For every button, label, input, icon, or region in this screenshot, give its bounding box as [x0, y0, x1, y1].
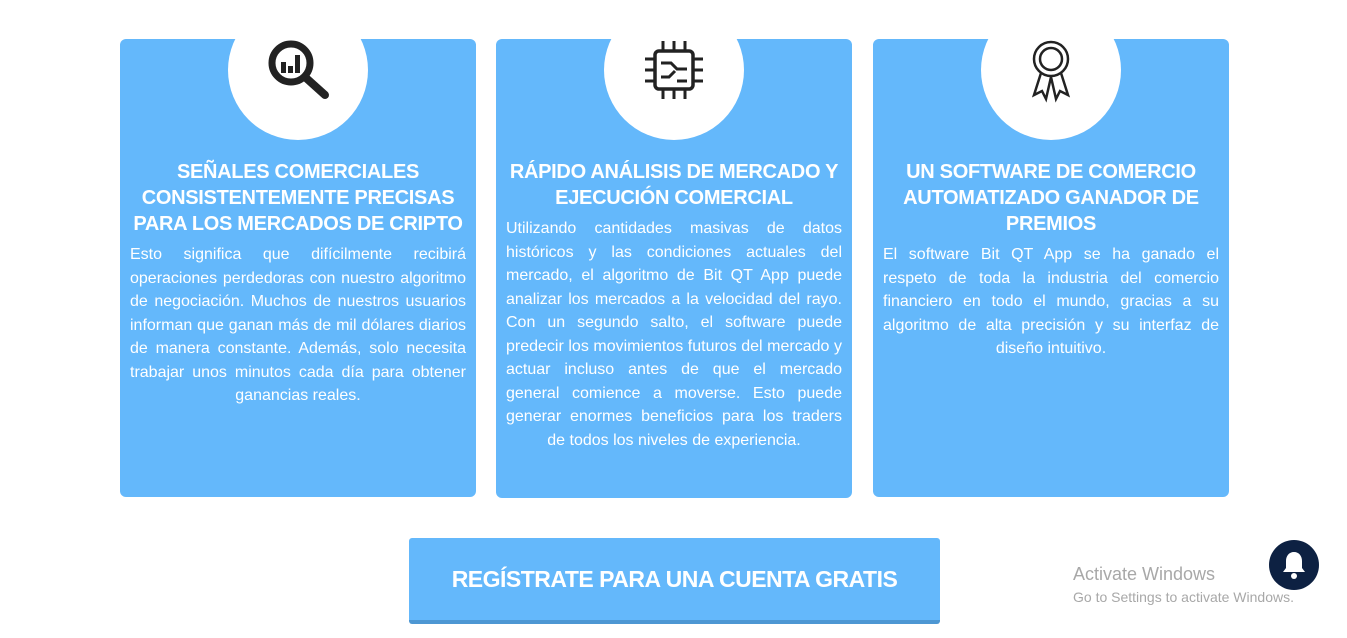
activate-windows-subtitle: Go to Settings to activate Windows. — [1073, 589, 1294, 605]
feature-card-signals — [120, 39, 476, 497]
feature-card-analysis — [496, 39, 852, 498]
chip-icon — [604, 0, 744, 140]
card-text: Esto significa que difícilmente recibirá operaciones perdedoras con nuestro algoritmo de negociación. Muchos de nuestros usuarios informan que ganan más de mil dólares diarios de manera constante. Además, solo necesita trabajar unos minutos cada día para obtener ganancias reales. — [130, 246, 466, 404]
bell-icon — [1281, 550, 1307, 580]
card-title: RÁPIDO ANÁLISIS DE MERCADO Y EJECUCIÓN COMERCIAL — [509, 161, 839, 209]
card-text: El software Bit QT App se ha ganado el respeto de toda la industria del comercio financiero en todo el mundo, gracias a su algoritmo de alta precisión y su interfaz de diseño intuitivo. — [883, 246, 1219, 357]
feature-card-award — [873, 39, 1229, 497]
card-title: UN SOFTWARE DE COMERCIO AUTOMATIZADO GANADOR DE PREMIOS — [903, 161, 1199, 235]
register-button[interactable]: REGÍSTRATE PARA UNA CUENTA GRATIS — [409, 538, 940, 624]
award-ribbon-icon — [981, 0, 1121, 140]
notification-bell-button[interactable] — [1269, 540, 1319, 590]
card-text: Utilizando cantidades masivas de datos históricos y las condiciones actuales del mercado, el algoritmo de Bit QT App puede analizar los mercados a la velocidad del rayo. Con un segundo salto, el software puede predecir los movimientos futuros del mercado y actuar incluso antes de que el mercado general comience a moverse. Esto puede generar enormes beneficios para los traders de todos los niveles de experiencia. — [506, 220, 842, 449]
activate-windows-title: Activate Windows — [1073, 564, 1216, 584]
magnifier-chart-icon — [228, 0, 368, 140]
card-title: SEÑALES COMERCIALES CONSISTENTEMENTE PRECISAS PARA LOS MERCADOS DE CRIPTO — [133, 161, 463, 235]
